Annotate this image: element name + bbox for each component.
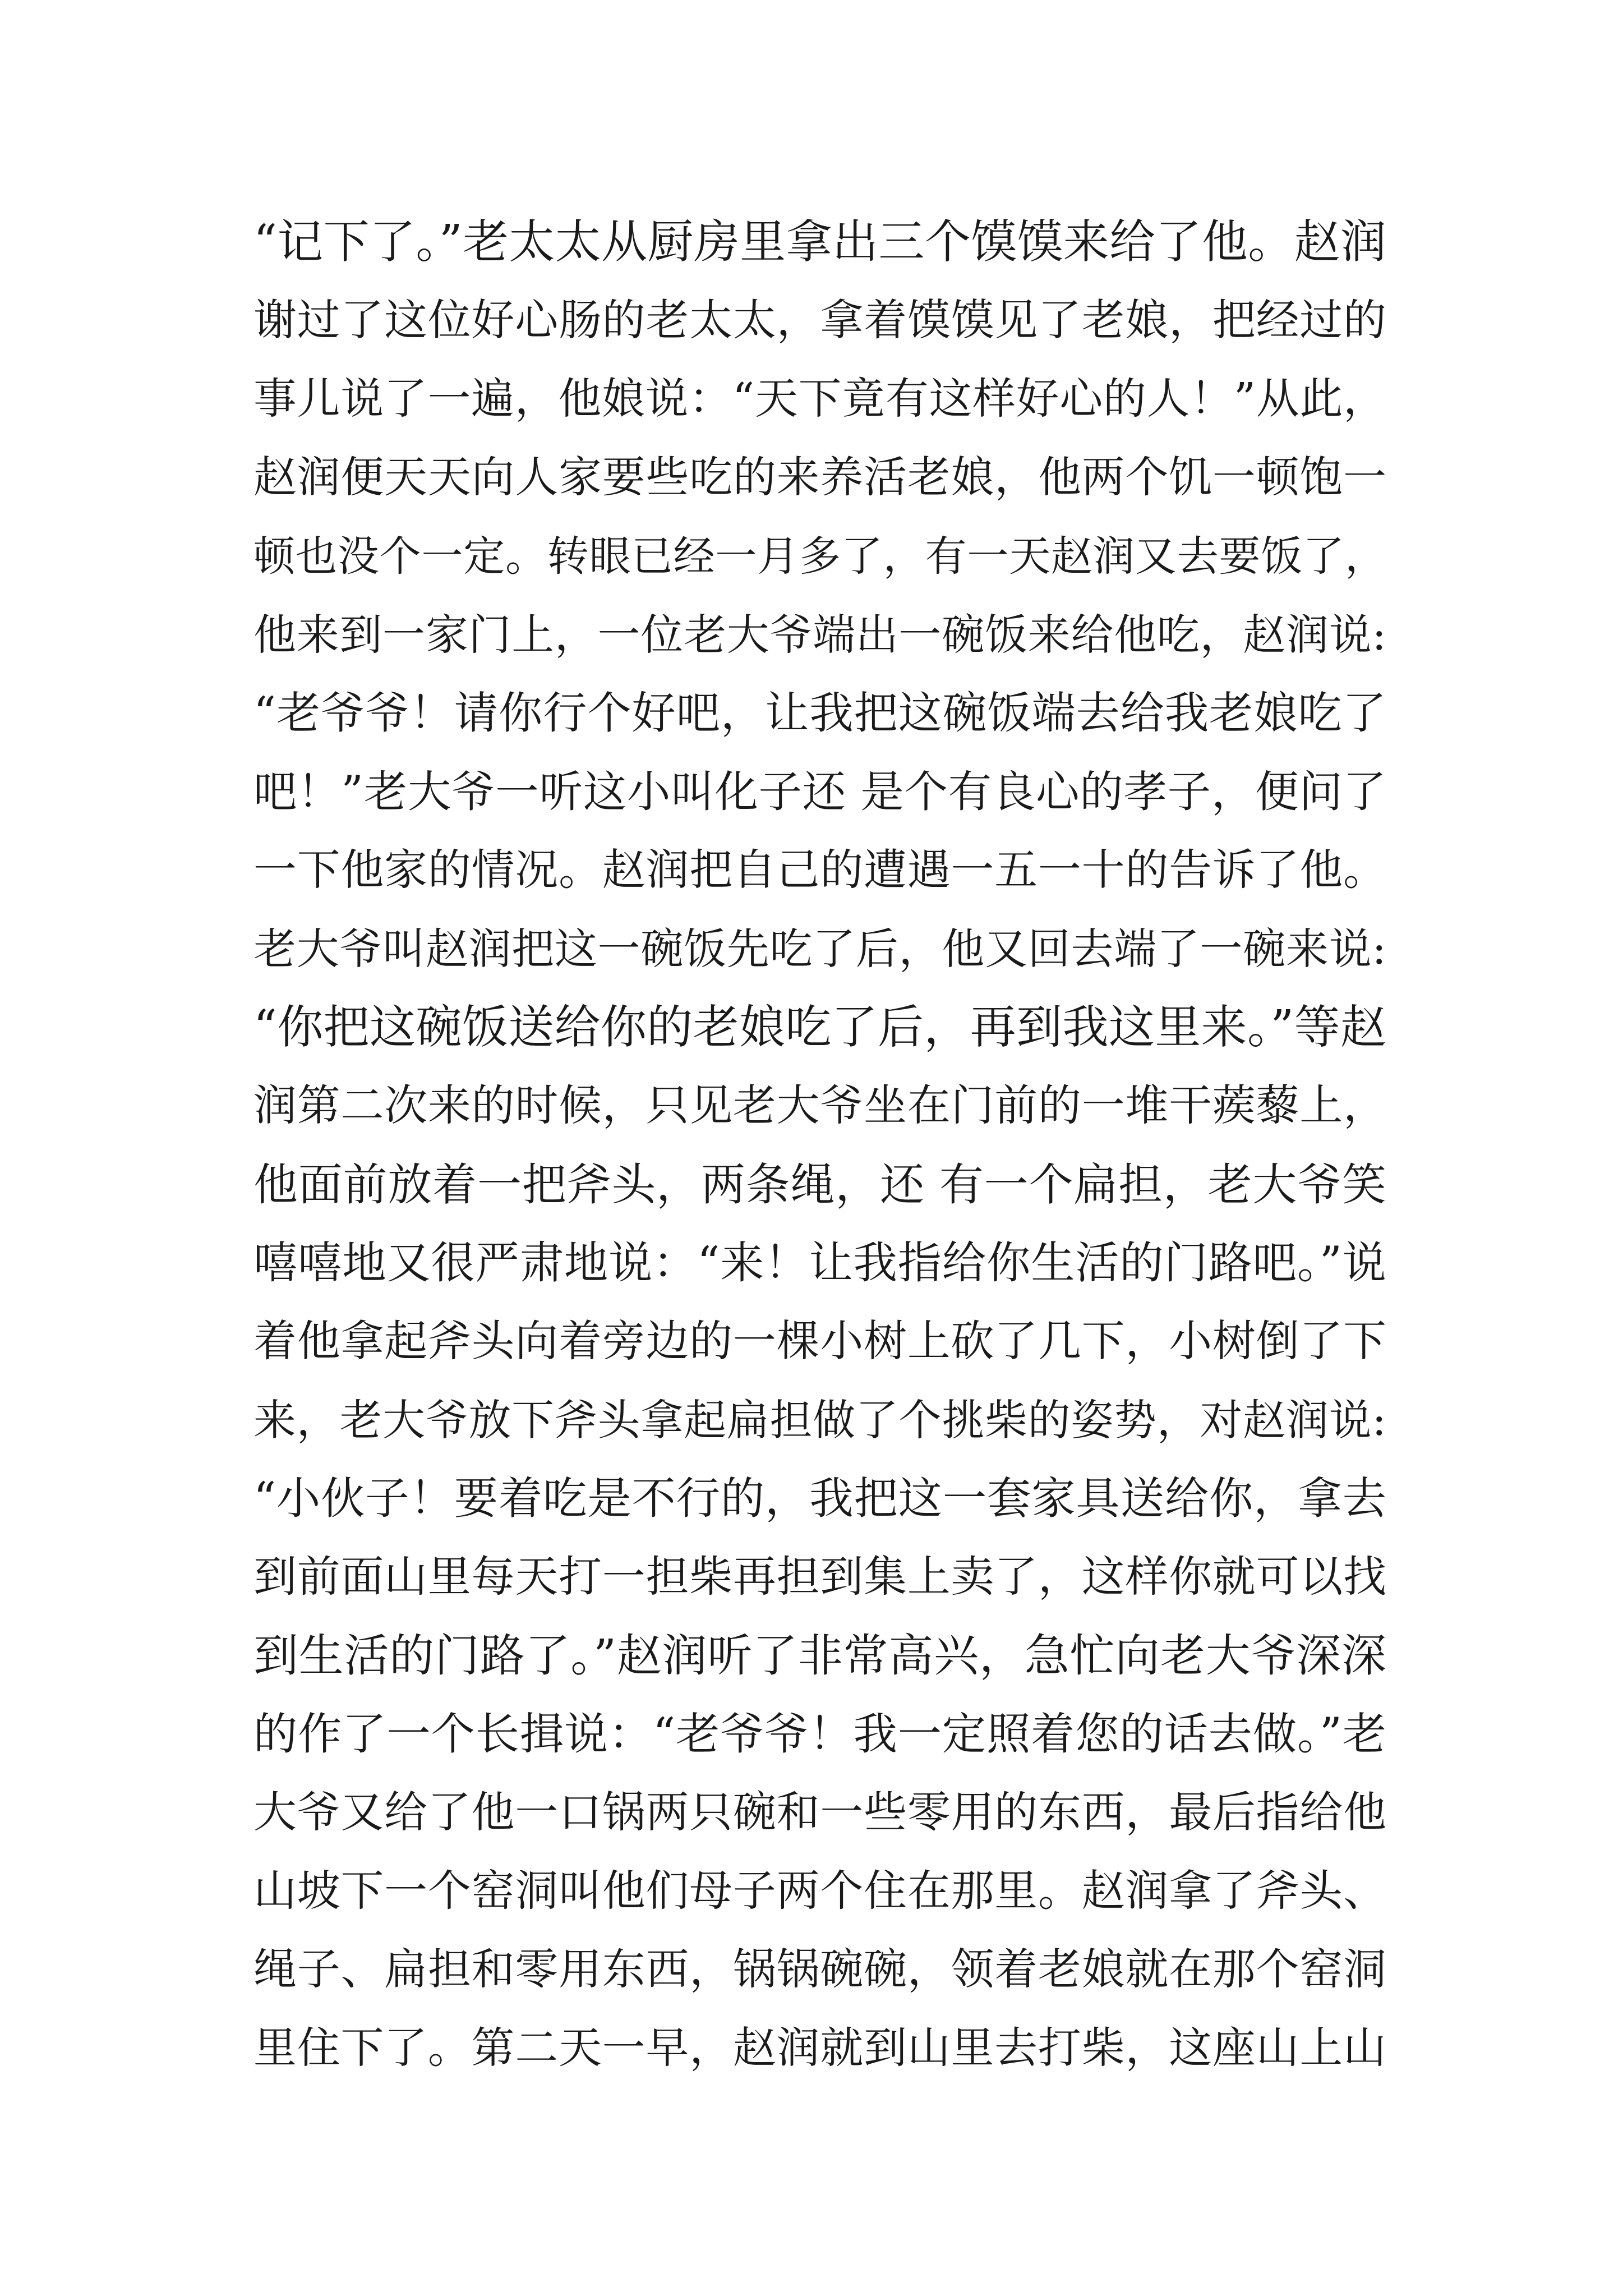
text-line: 吧！”老大爷一听这小叫化子还 是个有良心的孝子，便问了: [253, 767, 1386, 817]
text-line: 着他拿起斧头向着旁边的一棵小树上砍了几下，小树倒了下: [253, 1317, 1386, 1366]
text-line: 赵润便天天向人家要些吃的来养活老娘，他两个饥一顿饱一: [253, 453, 1386, 503]
text-line: 他来到一家门上，一位老大爷端出一碗饭来给他吃，赵润说:: [253, 610, 1386, 660]
text-line: 山坡下一个窑洞叫他们母子两个住在那里。赵润拿了斧头、: [253, 1866, 1386, 1916]
text-line: 嘻嘻地又很严肃地说：“来！让我指给你生活的门路吧。”说: [253, 1237, 1386, 1289]
text-line: 来，老大爷放下斧头拿起扁担做了个挑柴的姿势，对赵润说:: [253, 1396, 1386, 1445]
text-line: “你把这碗饭送给你的老娘吃了后，再到我这里来。”等赵: [253, 1001, 1386, 1054]
text-line: 润第二次来的时候，只见老大爷坐在门前的一堆干蒺藜上，: [253, 1081, 1386, 1131]
text-line: 到前面山里每天打一担柴再担到集上卖了，这样你就可以找: [253, 1552, 1386, 1602]
text-line: 事儿说了一遍，他娘说：“天下竟有这样好心的人！”从此，: [253, 374, 1386, 424]
text-line: “老爷爷！请你行个好吧，让我把这碗饭端去给我老娘吃了: [253, 688, 1386, 739]
text-line: 谢过了这位好心肠的老太太，拿着馍馍见了老娘，把经过的: [253, 296, 1386, 346]
text-line: “小伙子！要着吃是不行的，我把这一套家具送给你，拿去: [253, 1473, 1386, 1524]
text-line: 他面前放着一把斧头，两条绳，还 有一个扁担，老大爷笑: [253, 1159, 1386, 1211]
text-line: 大爷又给了他一口锅两只碗和一些零用的东西，最后指给他: [253, 1788, 1386, 1838]
text-line: 顿也没个一定。转眼已经一月多了，有一天赵润又去要饭了，: [253, 532, 1386, 581]
text-line: 老大爷叫赵润把这一碗饭先吃了后，他又回去端了一碗来说:: [253, 924, 1386, 974]
body-text: [253, 203, 1386, 2088]
text-line: 绳子、扁担和零用东西，锅锅碗碗，领着老娘就在那个窑洞: [253, 1945, 1386, 1995]
text-line: 里住下了。第二天一早，赵润就到山里去打柴，这座山上山: [253, 2023, 1386, 2073]
text-line: “记下了。”老太太从厨房里拿出三个馍馍来给了他。赵润: [253, 215, 1386, 269]
text-line: 的作了一个长揖说：“老爷爷！我一定照着您的话去做。”老: [253, 1709, 1386, 1760]
text-line: 一下他家的情况。赵润把自己的遭遇一五一十的告诉了他。: [253, 845, 1386, 895]
text-line: 到生活的门路了。”赵润听了非常高兴，急忙向老大爷深深: [253, 1630, 1386, 1682]
